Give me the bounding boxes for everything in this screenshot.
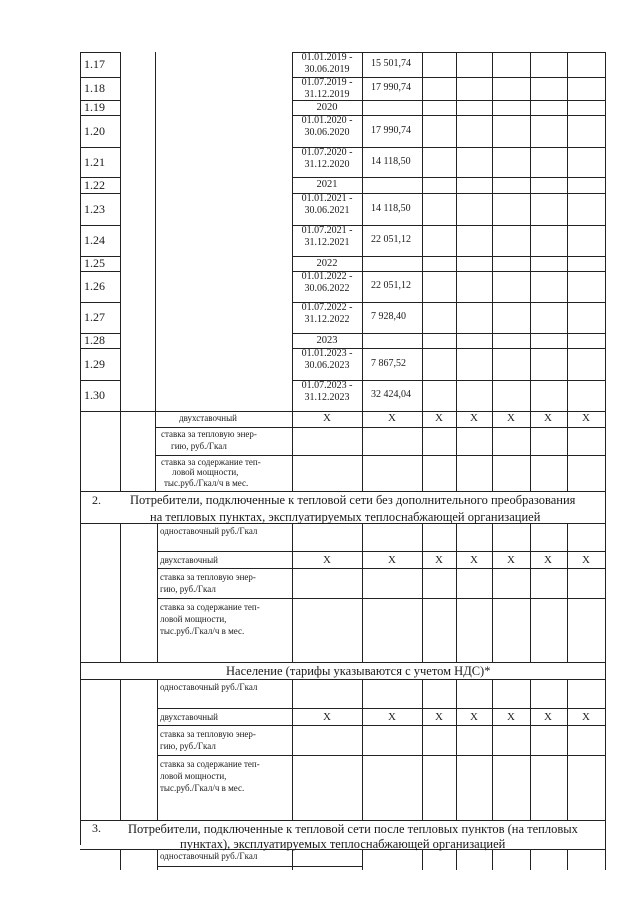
v-rule <box>530 679 531 820</box>
period-end: 30.06.2023 <box>304 360 350 371</box>
x-mark: X <box>435 554 443 566</box>
year-label: 2020 <box>316 101 338 113</box>
period-end: 31.12.2019 <box>304 89 350 100</box>
row-rule <box>80 77 120 78</box>
h-rule <box>155 427 605 428</box>
tariff-value: 17 990,74 <box>371 82 411 93</box>
v-rule <box>492 849 493 870</box>
v-rule <box>157 523 158 662</box>
row-number: 1.24 <box>84 233 105 247</box>
v-rule <box>155 52 156 491</box>
x-mark: X <box>507 711 515 723</box>
v-rule <box>422 679 423 820</box>
x-mark: X <box>544 554 552 566</box>
v-rule <box>362 52 363 491</box>
period-start: 01.01.2022 - <box>301 271 353 282</box>
two-part-label: двухставочный <box>160 555 218 565</box>
h-rule <box>157 568 605 569</box>
x-mark: X <box>470 554 478 566</box>
period-end: 31.12.2022 <box>304 314 350 325</box>
year-label: 2023 <box>316 334 338 346</box>
row-rule <box>80 225 120 226</box>
period-end: 30.06.2022 <box>304 283 350 294</box>
x-mark: X <box>323 412 331 424</box>
energy-rate-label: гию, руб./Гкал <box>160 584 216 594</box>
row-number: 1.29 <box>84 356 105 371</box>
x-mark: X <box>388 412 396 424</box>
period-end: 31.12.2021 <box>304 237 350 248</box>
row-number: 1.17 <box>84 57 105 71</box>
year-label: 2022 <box>316 257 338 269</box>
x-mark: X <box>323 554 331 566</box>
row-number: 1.19 <box>84 100 105 114</box>
capacity-rate-label: тыс.руб./Гкал/ч в мес. <box>160 783 245 793</box>
one-part-label: одноставочный руб./Гкал <box>160 526 258 536</box>
one-part-label: одноставочный руб./Гкал <box>160 682 258 692</box>
row-rule <box>80 302 120 303</box>
period-start: 01.07.2023 - <box>301 380 353 391</box>
h-rule <box>80 679 605 680</box>
two-part-label: двухставочный <box>160 712 218 722</box>
v-rule <box>492 679 493 820</box>
h-rule <box>157 551 605 552</box>
v-rule <box>456 52 457 491</box>
row-rule <box>80 115 120 116</box>
row-number: 1.28 <box>84 333 105 347</box>
x-mark: X <box>323 711 331 723</box>
row-number: 1.30 <box>84 388 105 402</box>
x-mark: X <box>507 554 515 566</box>
v-rule <box>567 523 568 662</box>
h-rule <box>155 455 605 456</box>
row-rule <box>80 380 120 381</box>
energy-rate-label: ставка за тепловую энер- <box>160 572 256 582</box>
row-rule <box>292 177 605 178</box>
v-rule <box>456 849 457 870</box>
capacity-rate-label: ставка за содержание теп- <box>161 457 261 467</box>
capacity-rate-label: ловой мощности, <box>160 771 227 781</box>
v-rule <box>422 523 423 662</box>
row-rule <box>80 411 605 412</box>
v-rule <box>456 679 457 820</box>
row-number: 1.26 <box>84 279 105 293</box>
v-rule <box>605 52 606 491</box>
v-rule <box>80 52 81 491</box>
section-number: 2. <box>92 493 101 507</box>
period-start: 01.01.2023 - <box>301 348 353 359</box>
x-mark: X <box>435 711 443 723</box>
tariff-value: 14 118,50 <box>371 202 411 214</box>
v-rule <box>362 679 363 820</box>
energy-rate-label: ставка за тепловую энер- <box>160 729 256 739</box>
energy-rate-label: гию, руб./Гкал <box>171 441 227 451</box>
h-rule <box>157 755 605 756</box>
row-rule <box>80 52 120 53</box>
h-rule <box>80 491 605 492</box>
section-title: Потребители, подключенные к тепловой сети после тепловых пунктов (на тепловых <box>128 822 578 836</box>
tariff-value: 15 501,74 <box>371 58 411 69</box>
v-rule <box>492 52 493 491</box>
v-rule <box>422 849 423 870</box>
section-title: на тепловых пунктах, эксплуатируемых теплоснабжающей организацией <box>150 510 541 524</box>
section-number: 3. <box>92 821 101 835</box>
v-rule <box>530 52 531 491</box>
period-end: 30.06.2019 <box>304 64 350 75</box>
section-title: Потребители, подключенные к тепловой сети без дополнительного преобразования <box>130 493 576 507</box>
row-number: 1.23 <box>84 201 105 216</box>
period-start: 01.07.2020 - <box>301 147 353 158</box>
period-start: 01.07.2019 - <box>301 77 353 88</box>
tariff-value: 22 051,12 <box>371 280 411 291</box>
period-end: 31.12.2023 <box>304 392 350 403</box>
x-mark: X <box>388 554 396 566</box>
x-mark: X <box>544 412 552 424</box>
two-part-label: двухставочный <box>179 413 237 423</box>
row-number: 1.25 <box>84 256 105 270</box>
h-rule <box>157 708 605 709</box>
v-rule <box>567 679 568 820</box>
energy-rate-label: гию, руб./Гкал <box>160 741 216 751</box>
one-part-label: одноставочный руб./Гкал <box>160 851 258 861</box>
v-rule <box>362 523 363 662</box>
v-rule <box>456 523 457 662</box>
section-title: пунктах), эксплуатируемых теплоснабжающей организацией <box>180 837 506 851</box>
v-rule <box>567 849 568 870</box>
tariff-value: 17 990,74 <box>371 124 411 136</box>
x-mark: X <box>435 412 443 424</box>
row-number: 1.22 <box>84 177 105 192</box>
v-rule <box>80 491 81 845</box>
row-number: 1.21 <box>84 154 105 169</box>
v-rule <box>120 523 121 662</box>
v-rule <box>530 849 531 870</box>
x-mark: X <box>582 711 590 723</box>
v-rule <box>567 52 568 491</box>
h-rule <box>80 662 605 663</box>
v-rule <box>422 52 423 491</box>
v-rule <box>120 849 121 870</box>
v-rule <box>492 523 493 662</box>
h-rule <box>157 866 362 867</box>
v-rule <box>292 523 293 662</box>
v-rule <box>530 523 531 662</box>
row-number: 1.20 <box>84 123 105 138</box>
capacity-rate-label: ставка за содержание теп- <box>160 759 260 769</box>
energy-rate-label: ставка за тепловую энер- <box>161 429 257 439</box>
h-rule <box>157 598 605 599</box>
x-mark: X <box>582 412 590 424</box>
row-number: 1.27 <box>84 310 105 324</box>
x-mark: X <box>582 554 590 566</box>
period-start: 01.01.2021 - <box>301 193 353 204</box>
tariff-value: 7 867,52 <box>371 357 406 369</box>
capacity-rate-label: тыс.руб./Гкал/ч в мес. <box>164 478 249 488</box>
period-start: 01.07.2021 - <box>301 225 353 236</box>
v-rule <box>120 679 121 820</box>
v-rule <box>292 679 293 820</box>
period-start: 01.01.2020 - <box>301 115 353 126</box>
row-rule <box>80 348 120 349</box>
row-rule <box>80 147 120 148</box>
x-mark: X <box>470 711 478 723</box>
x-mark: X <box>388 711 396 723</box>
period-start: 01.07.2022 - <box>301 302 353 313</box>
row-rule <box>80 193 120 194</box>
year-label: 2021 <box>316 179 338 190</box>
period-end: 30.06.2021 <box>304 205 350 216</box>
period-end: 30.06.2020 <box>304 127 350 138</box>
capacity-rate-label: ловой мощности, <box>172 467 239 477</box>
tariff-value: 22 051,12 <box>371 234 411 245</box>
h-rule <box>80 820 605 821</box>
x-mark: X <box>470 412 478 424</box>
period-end: 31.12.2020 <box>304 159 350 170</box>
h-rule <box>157 725 605 726</box>
capacity-rate-label: ставка за содержание теп- <box>160 602 260 612</box>
tariff-value: 7 928,40 <box>371 311 406 322</box>
tariff-value: 14 118,50 <box>371 155 411 167</box>
population-title: Население (тарифы указываются с учетом НДС)* <box>226 664 491 678</box>
x-mark: X <box>507 412 515 424</box>
x-mark: X <box>544 711 552 723</box>
row-number: 1.18 <box>84 81 105 95</box>
row-rule <box>80 271 120 272</box>
v-rule <box>362 849 363 870</box>
capacity-rate-label: ловой мощности, <box>160 614 227 624</box>
v-rule <box>157 679 158 820</box>
v-rule <box>120 52 121 491</box>
tariff-value: 32 424,04 <box>371 389 411 400</box>
capacity-rate-label: тыс.руб./Гкал/ч в мес. <box>160 626 245 636</box>
v-rule <box>605 491 606 870</box>
period-start: 01.01.2019 - <box>301 52 353 63</box>
